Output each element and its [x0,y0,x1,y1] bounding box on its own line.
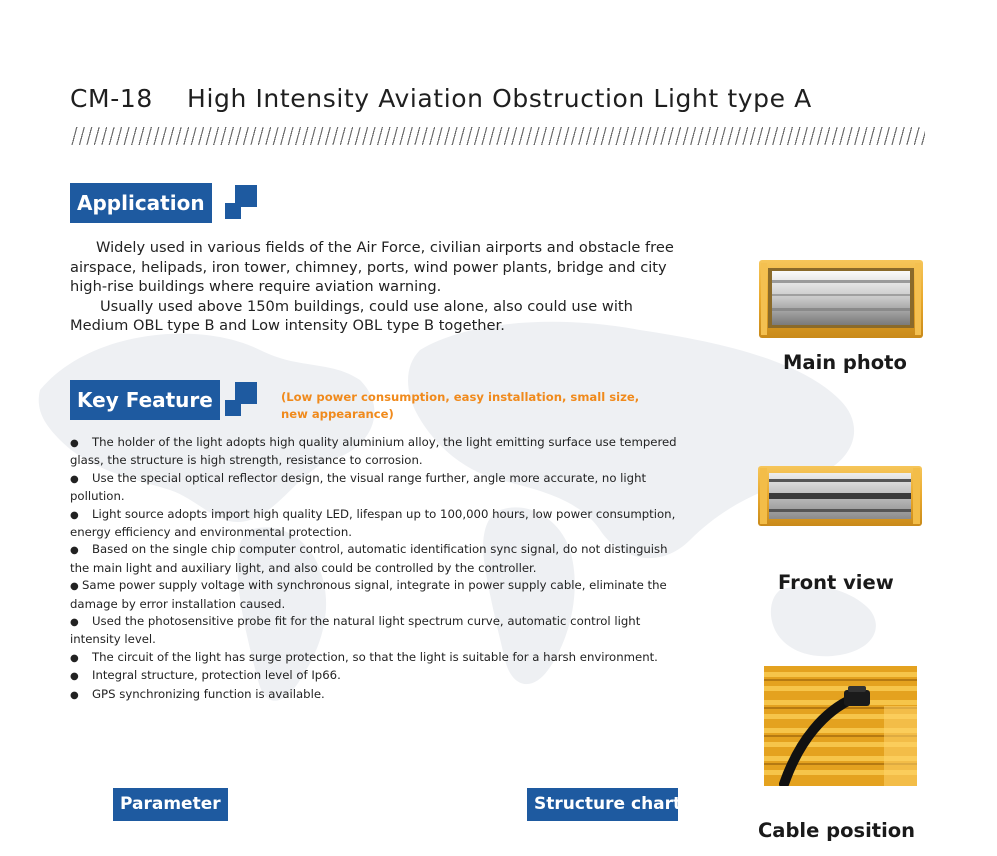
title-divider [70,127,925,145]
feature-text: The holder of the light adopts high quality aluminium alloy, the light emitting surface use tempered glass, the structure is high strength, resistance to corrosion. [70,435,677,468]
front-view-photo [757,465,923,527]
bullet-icon: ● [70,581,79,593]
list-item [70,470,690,506]
list-item [70,667,690,685]
feature-text: Integral structure, protection level of Ip66. [92,668,341,683]
bullet-icon: ● [70,617,79,629]
cable-position-photo [764,666,917,786]
key-feature-note: (Low power consumption, easy installation, small size, new appearance) [281,390,640,421]
feature-text: Light source adopts import high quality LED, lifespan up to 100,000 hours, low power consumption, energy efficiency and environmental protection. [70,506,676,540]
main-photo [758,258,924,340]
bullet-icon: ● [70,652,79,664]
application-text [70,238,690,336]
application-paragraph: Widely used in various fields of the Air Force, civilian airports and obstacle free airspace, helipads, iron tower, chimney, ports, wind power plants, bridge and city high-rise buildings where require aviation warning. [70,239,674,296]
feature-text: GPS synchronizing function is available. [92,686,325,701]
list-item [70,506,690,542]
bullet-icon: ● [70,689,79,701]
parameter-button[interactable]: Parameter [113,788,228,821]
main-photo-caption: Main photo [783,351,907,374]
application-paragraph: Usually used above 150m buildings, could use alone, also could use with Medium OBL type B and Low intensity OBL type B together. [70,297,633,335]
feature-text: Used the photosensitive probe fit for the natural light spectrum curve, automatic control light intensity level. [70,614,641,647]
bullet-icon: ● [70,509,79,521]
cable-position-caption: Cable position [758,819,916,842]
list-item [70,649,690,667]
bullet-icon: ● [70,473,79,485]
bullet-icon: ● [70,671,79,683]
feature-list [70,434,690,704]
feature-text: The circuit of the light has surge protection, so that the light is suitable for a harsh environment. [92,649,658,664]
list-item [70,613,690,649]
square-blocks-icon [225,185,258,219]
structure-chart-button[interactable]: Structure chart [527,788,678,821]
bullet-icon: ● [70,545,79,557]
list-item [70,541,690,577]
front-view-caption: Front view [778,571,894,594]
list-item [70,434,690,470]
application-heading: Application [70,183,212,223]
feature-text: Based on the single chip computer control, automatic identification sync signal, do not distinguish the main light and auxiliary light, and also could be controlled by the controller. [70,542,668,575]
bullet-icon: ● [70,438,79,449]
page-title: CM-18 High Intensity Aviation Obstruction Light type A [70,84,812,113]
key-feature-heading: Key Feature [70,380,220,420]
list-item [70,686,690,704]
list-item [70,577,690,613]
square-blocks-icon [225,382,258,416]
feature-text: Use the special optical reflector design, the visual range further, angle more accurate, no light pollution. [70,470,647,504]
feature-text: Same power supply voltage with synchronous signal, integrate in power supply cable, eliminate the damage by error installation caused. [70,578,667,611]
